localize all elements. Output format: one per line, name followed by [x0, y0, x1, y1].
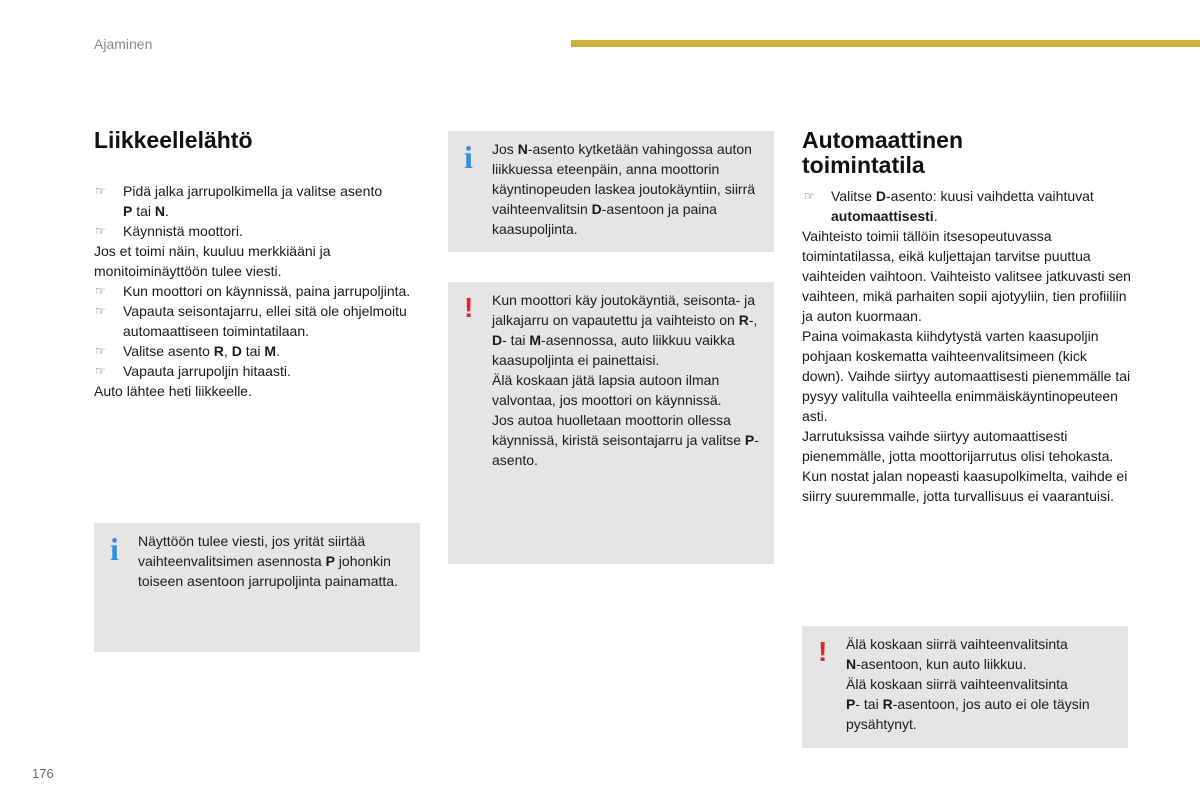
- starting-steps-list-2: [94, 281, 424, 381]
- list-item: ☞ Valitse asento R, D tai M.: [95, 343, 280, 359]
- pointing-hand-icon: ☞: [95, 224, 106, 238]
- pointing-hand-icon: ☞: [95, 364, 106, 378]
- paragraph: Vaihteisto toimii tällöin itsesopeutuvassa toimintatilassa, eikä kuljettajan tarvitse puuttua vaihteiden vaihtoon. Vaihteisto valitsee jatkuvasti sen vaihteen, mikä parhaiten sopii ajotyyliin, tien profiiliin ja auton kuormaan.: [802, 228, 1131, 324]
- closing-text: Auto lähtee heti liikkeelle.: [94, 383, 252, 399]
- page-number: 176: [32, 766, 54, 781]
- list-item: ☞ Käynnistä moottori.: [95, 223, 243, 239]
- exclamation-icon: !: [464, 292, 474, 323]
- automatic-mode-list: [802, 186, 1132, 226]
- list-item: ☞ Kun moottori on käynnissä, paina jarrupoljinta.: [95, 283, 411, 299]
- pointing-hand-icon: ☞: [804, 189, 815, 203]
- info-box-n-position: [448, 131, 774, 252]
- pointing-hand-icon: ☞: [95, 304, 106, 318]
- warning-box-text: Älä koskaan siirrä vaihteenvalitsinta N-asentoon, kun auto liikkuu. Älä koskaan siirrä vaihteenvalitsinta P- tai R-asentoon, jos auto ei ole täysin pysähtynyt.: [846, 636, 1090, 732]
- pointing-hand-icon: ☞: [95, 184, 106, 198]
- starting-steps-list-1: [94, 181, 424, 241]
- exclamation-icon: !: [818, 636, 828, 667]
- starting-off-section: [94, 128, 424, 401]
- list-item: ☞ Pidä jalka jarrupolkimella ja valitse asento P tai N.: [95, 183, 383, 219]
- section-title: Ajaminen: [94, 36, 153, 52]
- info-box-selector-message: [94, 523, 420, 652]
- starting-off-title: Liikkeellelähtö: [94, 127, 253, 153]
- warning-box-selector: [802, 626, 1128, 748]
- warning-note: Jos et toimi näin, kuuluu merkkiääni ja monitoiminäyttöön tulee viesti.: [94, 243, 331, 279]
- info-box-text: Näyttöön tulee viesti, jos yrität siirtää vaihteenvalitsimen asennosta P johonkin toiseen asentoon jarrupoljinta painamatta.: [138, 533, 398, 589]
- pointing-hand-icon: ☞: [95, 344, 106, 358]
- paragraph: Kun nostat jalan nopeasti kaasupolkimelta, vaihde ei siirry suuremmalle, jotta turvallisuus ei vaarantuisi.: [802, 468, 1128, 504]
- list-item: ☞ Vapauta seisontajarru, ellei sitä ole ohjelmoitu automaattiseen toimintatilaan.: [95, 303, 407, 339]
- list-item: ☞ Valitse D-asento: kuusi vaihdetta vaihtuvat automaattisesti.: [804, 188, 1094, 224]
- info-icon: i: [110, 531, 119, 567]
- warning-box-idle-creep: [448, 282, 774, 564]
- pointing-hand-icon: ☞: [95, 284, 106, 298]
- automatic-mode-title: Automaattinen toimintatila: [802, 127, 963, 178]
- automatic-mode-section: [802, 128, 1132, 506]
- info-icon: i: [464, 139, 473, 175]
- paragraph: Paina voimakasta kiihdytystä varten kaasupoljin pohjaan koskematta vaihteenvalitsimeen (kick down). Vaihde siirtyy automaattisesti pienemmälle tai pysyy valitulla vaihteella enimmäiskäyntinopeuteen asti.: [802, 328, 1131, 424]
- header-accent-bar: [571, 40, 1200, 47]
- list-item: ☞ Vapauta jarrupoljin hitaasti.: [95, 363, 291, 379]
- paragraph: Jarrutuksissa vaihde siirtyy automaattisesti pienemmälle, jotta moottorijarrutus olisi tehokasta.: [802, 428, 1114, 464]
- info-box-text: Jos N-asento kytketään vahingossa auton liikkuessa eteenpäin, anna moottorin käyntinopeuden laskea joutokäyntiin, siirrä vaihteenvalitsin D-asentoon ja paina kaasupoljinta.: [492, 141, 756, 237]
- warning-box-text: Kun moottori käy joutokäyntiä, seisonta- ja jalkajarru on vapautettu ja vaihteisto on R-, D- tai M-asennossa, auto liikkuu vaikka kaasupoljinta ei painettaisi. Älä koskaan jätä lapsia autoon ilman valvontaa, jos moottori on käynnissä. Jos autoa huolletaan moottorin ollessa käynnissä, kiristä seisontajarru ja valitse P-asento.: [492, 292, 759, 468]
